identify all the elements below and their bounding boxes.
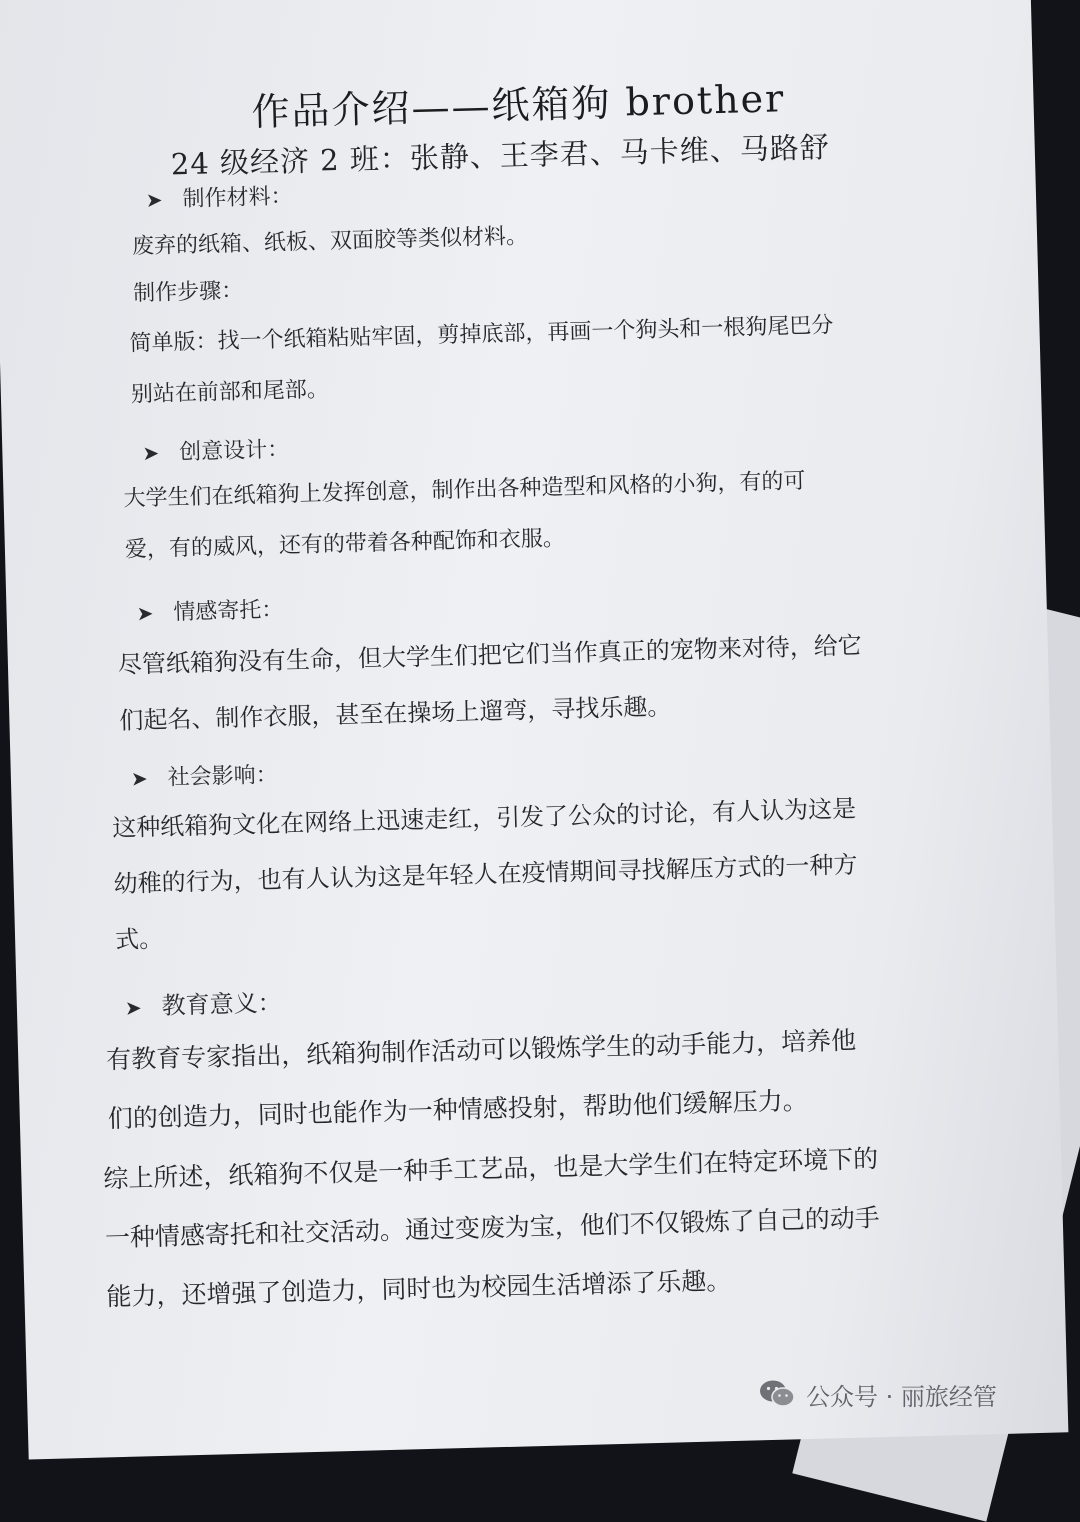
- social-text: 这种纸箱狗文化在网络上迅速走红，引发了公众的讨论，有人认为这是幼稚的行为，也有人认为这是年轻人在疫情期间寻找解压方式的一种方式。: [111, 794, 858, 955]
- steps-heading: 制作步骤：: [132, 278, 244, 307]
- document-authors: 24 级经济 2 班：张静、王李君、马卡维、马路舒: [170, 130, 831, 182]
- steps-text: 简单版：找一个纸箱粘贴牢固，剪掉底部，再画一个狗头和一根狗尾巴分别站在前部和尾部。: [129, 313, 834, 408]
- education-heading: [124, 983, 282, 1022]
- document-title: 作品介绍——纸箱狗 brother: [250, 76, 786, 135]
- education-heading-label: 教育意义：: [161, 988, 283, 1020]
- social-heading: [131, 758, 279, 793]
- conclusion-text: 综上所述，纸箱狗不仅是一种手工艺品，也是大学生们在特定环境下的一种情感寄托和社交活动。通过变废为宝，他们不仅锻炼了自己的动手能力，还增强了创造力，同时也为校园生活增添了乐趣。: [103, 1144, 881, 1312]
- arrowhead-bullet-icon: ➤: [130, 766, 149, 791]
- emotion-heading-label: 情感寄托：: [173, 597, 284, 626]
- emotion-heading: [136, 593, 284, 628]
- wechat-icon: [758, 1379, 796, 1409]
- watermark-text: 公众号 · 丽旅经管: [806, 1382, 997, 1411]
- education-text: 有教育专家指出，纸箱狗制作活动可以锻炼学生的动手能力，培养他们的创造力，同时也能作为一种情感投射，帮助他们缓解压力。: [105, 1025, 857, 1134]
- social-heading-label: 社会影响：: [167, 762, 279, 791]
- materials-text: 废弃的纸箱、纸板、双面胶等类似材料。: [131, 224, 529, 260]
- creative-text: 大学生们在纸箱狗上发挥创意，制作出各种造型和风格的小狗，有的可爱，有的威风，还有的带着各种配饰和衣服。: [123, 468, 806, 563]
- arrowhead-bullet-icon: ➤: [142, 440, 160, 466]
- creative-heading: [142, 432, 290, 467]
- wechat-watermark: [758, 1374, 997, 1414]
- materials-heading: [145, 179, 293, 214]
- arrowhead-bullet-icon: ➤: [145, 187, 163, 212]
- materials-heading-label: 制作材料：: [182, 184, 293, 213]
- creative-heading-label: 创意设计：: [178, 437, 290, 466]
- arrowhead-bullet-icon: ➤: [124, 995, 143, 1020]
- emotion-text: 尽管纸箱狗没有生命，但大学生们把它们当作真正的宠物来对待，给它们起名、制作衣服，甚至在操场上遛弯，寻找乐趣。: [117, 631, 863, 735]
- arrowhead-bullet-icon: ➤: [136, 600, 154, 626]
